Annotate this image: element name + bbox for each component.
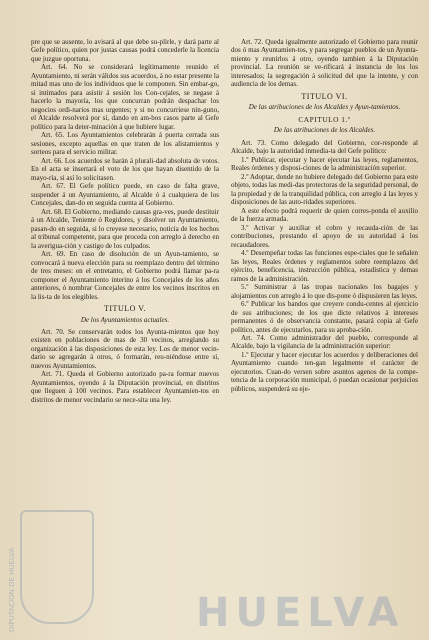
article-73-note: A este efecto podrá requerir de quien corres-ponda el auxilio de la fuerza armada. — [231, 206, 418, 224]
article-68: Art. 68. El Gobierno, mediando causas gra-ves, puede destituir á un Alcalde, Teniente ó Regidores, y disolver un Ayuntamiento, pasan-do en seguida, si lo creyese necesario, noticia de los hechos al tribunal competente, para que proceda con arreglo á derecho en la averigua-ción y castigo de los culpados. — [31, 207, 219, 250]
article-74: Art. 74. Como administrador del pueblo, corresponde al Alcalde, bajo la vigilancia de la administración superior: — [231, 333, 418, 351]
chapter-heading: CAPITULO 1.º — [298, 114, 351, 124]
title-v-subheading: De los Ayuntamientos actuales. — [80, 315, 170, 324]
title-vi-subheading: De las atribuciones de los Alcaldes y Ayun-tamientos. — [248, 103, 401, 112]
paragraph: pre que se ausente, lo avisará al que debe su-plirle, y dará parte al Gefe político, quien por justas causas podrá concederle la licencia que juzgue oportuna. — [31, 38, 219, 63]
chapter-subheading: De las atribuciones de los Alcaldes. — [273, 126, 376, 135]
article-66: Art. 66. Los acuerdos se harán á plurali-dad absoluta de votos. En el acta se insertará el voto de los que hayan disentido de la mayo-ría, si así lo solicitasen. — [31, 156, 219, 182]
article-71: Art. 71. Queda el Gobierno autorizado pa-ra formar nuevos Ayuntamientos, oyendo á la Diputación provincial, en distritos que lleguen á 100 vecinos. Para establecer Ayuntamien-tos en distritos de menor vecindario se nece-sita una ley. — [31, 370, 219, 404]
article-73-item-1: 1.º Publicar, ejecutar y hacer ejecutar las leyes, reglamentos, Reales órdenes y disposi-ciones de la administración superior. — [231, 155, 418, 173]
article-69: Art. 69. En caso de disolución de un Ayun-tamiento, se convocará á nueva elección para su reemplazo dentro del término de tres meses: en el entretanto, el Gobierno podrá llamar pa-ra componer el Ayuntamiento interino á los Concejales de los años anteriores, ó nombrar Concejales de entre los vecinos inscritos en la lis-ta de los elegibles. — [31, 250, 219, 301]
article-65: Art. 65. Los Ayuntamientos celebrarán á puerta cerrada sus sesiones, excepto aquellas en que traten de los alistamientos y sorteos para el servicio militar. — [31, 131, 219, 157]
article-67: Art. 67. El Gefe político puede, en caso de falta grave, suspender á un Ayuntamiento, al Alcalde ó á cualquiera de los Concejales, dan-do en seguida cuenta al Gobierno. — [31, 182, 219, 208]
title-v-heading: TITULO V. — [104, 304, 146, 314]
left-column — [31, 38, 219, 404]
article-72: Art. 72. Queda igualmente autorizado el Gobierno para reunir dos ó mas Ayuntamien-tos, y para segregar pueblos de un Ayunta-miento y reunirlos á otro, oyendo tambien á la Diputación provincial. La reunión se ve-rificará á instancia de los los interesados; la segregación á solicitud del que la intente, y con audiencia de los demas. — [231, 38, 418, 89]
article-73-item-2: 2.º Adoptar, donde no hubiere delegado del Gobierno para este objeto, todas las medi-das protectoras de la seguridad personal, de la propiedad y de la tranquilidad pública, con arreglo á las leyes y disposiciones de las auto-ridades superiores. — [231, 172, 418, 207]
right-column — [231, 38, 418, 393]
article-73-item-5: 5.º Suministrar á las tropas nacionales los bagajes y alojamientos con arreglo á lo que dis-pone ó dispusieren las leyes. — [231, 283, 418, 300]
title-vi-heading: TITULO VI. — [301, 91, 348, 101]
watermark-seal — [8, 470, 178, 638]
article-73-item-6: 6.º Publicar los bandos que creyere condu-centes al ejercicio de sus atribuciones; de los que dicte relativos á intereses permanentes ó de observancia constante, pasará copia al Gefe político, antes de ejecutarlos, para su aproba-ción. — [231, 300, 418, 334]
article-70: Art. 70. Se conservarán todos los Ayunta-mientos que hoy existen en poblaciones de mas de 30 vecinos, arreglando su organización á las disposiciones de esta ley. Los de menor vecin-dario se agregarán á otros, ó formarán, reu-niéndose entre sí, nuevos Ayuntamientos. — [31, 327, 219, 370]
article-73: Art. 73. Como delegado del Gobierno, cor-responde al Alcalde, bajo la autoridad inmedia-ta del Gefe político: — [231, 138, 418, 156]
article-73-item-3: 3.º Activar y auxiliar el cobro y recauda-ción de las contribuciones, prestando el apoyo de su autoridad á los recaudadores. — [231, 223, 418, 249]
article-73-item-4: 4.º Desempeñar todas las funciones espe-ciales que le señalen las leyes, Reales órdenes y reglamentos sobre reemplazos del ejército, beneficencia, instrucción pública, estadística y demas ramos de la administración. — [231, 249, 418, 283]
watermark-text: HUELVA — [196, 590, 405, 636]
article-64: Art. 64. No se considerará legítimamente reunido el Ayuntamiento, ni serán válidos sus acuerdos, á no estar presente la mitad mas uno de los individuos que le componen. Sin embar-go, si intimados para asistir á sesión los Con-cejales, se negase á hacerlo la mayoría, los que concurran podrán despachar los negocios ordi-narios mas urgentes; y si no concurriese nin-guno, el Alcalde resolverá por sí, dando en am-bos casos parte al Gefe político para la deter-minación á que hubiere lugar. — [31, 63, 219, 131]
watermark-side-text: DIPUTACIÓN DE HUELVA — [8, 547, 16, 632]
article-74-item-1: 1.º Ejecutar y hacer ejecutar los acuerdos y deliberaciones del Ayuntamiento cuando ten-gan legalmente el carácter de ejecutorios. Cuan-do versen sobre asuntos agenos de la compe-tencia de la corporación municipal, ó puedan ocasionar perjuicios públicos, suspenderá su eje- — [231, 350, 418, 393]
